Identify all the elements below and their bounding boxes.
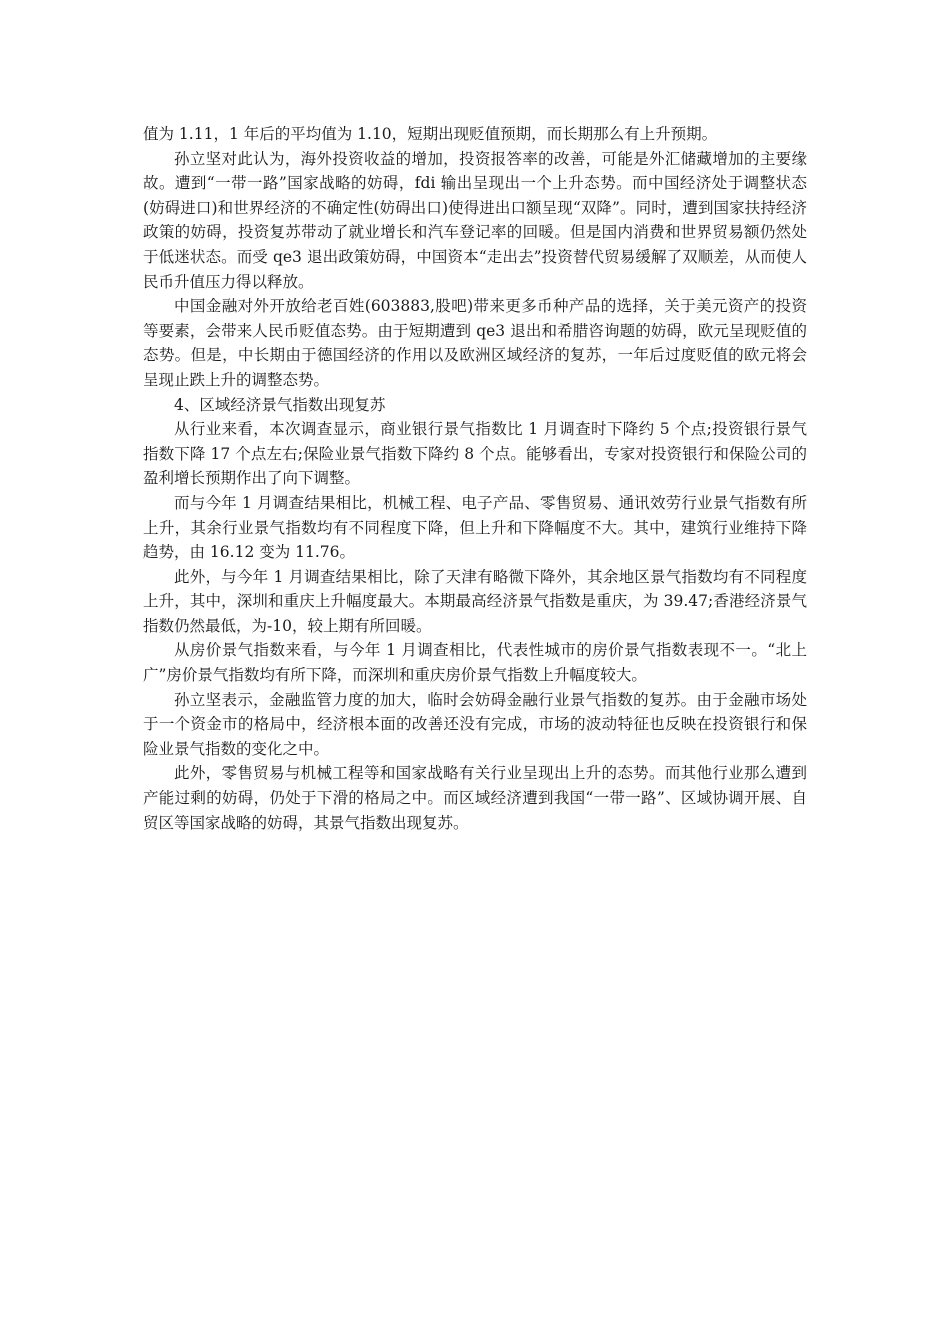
document-page xyxy=(143,122,807,835)
paragraph-3: 中国金融对外开放给老百姓(603883,股吧)带来更多币种产品的选择，关于美元资产的投资等要素，会带来人民币贬值态势。由于短期遭到 qe3 退出和希腊咨询题的妨碍，欧元呈现贬值的态势。但是，中长期由于德国经济的作用以及欧洲区域经济的复苏，一年后过度贬值的欧元将会呈现止跌上升的调整态势。 xyxy=(143,297,807,389)
section-heading: 4、区域经济景气指数出现复苏 xyxy=(174,395,386,414)
paragraph-8: 从房价景气指数来看，与今年 1 月调查相比，代表性城市的房价景气指数表现不一。“北上广”房价景气指数均有所下降，而深圳和重庆房价景气指数上升幅度较大。 xyxy=(143,641,807,685)
paragraph-9: 孙立坚表示，金融监管力度的加大，临时会妨碍金融行业景气指数的复苏。由于金融市场处于一个资金市的格局中，经济根本面的改善还没有完成，市场的波动特征也反映在投资银行和保险业景气指数的变化之中。 xyxy=(143,690,807,758)
paragraph-7: 此外，与今年 1 月调查结果相比，除了天津有略微下降外，其余地区景气指数均有不同程度上升，其中，深圳和重庆上升幅度最大。本期最高经济景气指数是重庆，为 39.47;香港经济景气指数仍然最低，为-10，较上期有所回暖。 xyxy=(143,567,807,635)
paragraph-6: 而与今年 1 月调查结果相比，机械工程、电子产品、零售贸易、通讯效劳行业景气指数有所上升，其余行业景气指数均有不同程度下降，但上升和下降幅度不大。其中，建筑行业维持下降趋势，由 16.12 变为 11.76。 xyxy=(143,493,807,562)
paragraph-10: 此外，零售贸易与机械工程等和国家战略有关行业呈现出上升的态势。而其他行业那么遭到产能过剩的妨碍，仍处于下滑的格局之中。而区域经济遭到我国“一带一路”、区域协调开展、自贸区等国家战略的妨碍，其景气指数出现复苏。 xyxy=(143,764,807,832)
paragraph-2: 孙立坚对此认为，海外投资收益的增加，投资报答率的改善，可能是外汇储藏增加的主要缘故。遭到“一带一路”国家战略的妨碍，fdi 输出呈现出一个上升态势。而中国经济处于调整状态(妨碍进口)和世界经济的不确定性(妨碍出口)使得进出口额呈现“双降”。同时，遭到国家扶持经济政策的妨碍，投资复苏带动了就业增长和汽车登记率的回暖。但是国内消费和世界贸易额仍然处于低迷状态。而受 qe3 退出政策妨碍，中国资本“走出去”投资替代贸易缓解了双顺差，从而使人民币升值压力得以释放。 xyxy=(143,149,807,291)
paragraph-1: 值为 1.11，1 年后的平均值为 1.10，短期出现贬值预期，而长期那么有上升预期。 xyxy=(143,125,718,143)
paragraph-5: 从行业来看，本次调查显示，商业银行景气指数比 1 月调查时下降约 5 个点;投资银行景气指数下降 17 个点左右;保险业景气指数下降约 8 个点。能够看出，专家对投资银行和保险公司的盈利增长预期作出了向下调整。 xyxy=(143,420,807,488)
